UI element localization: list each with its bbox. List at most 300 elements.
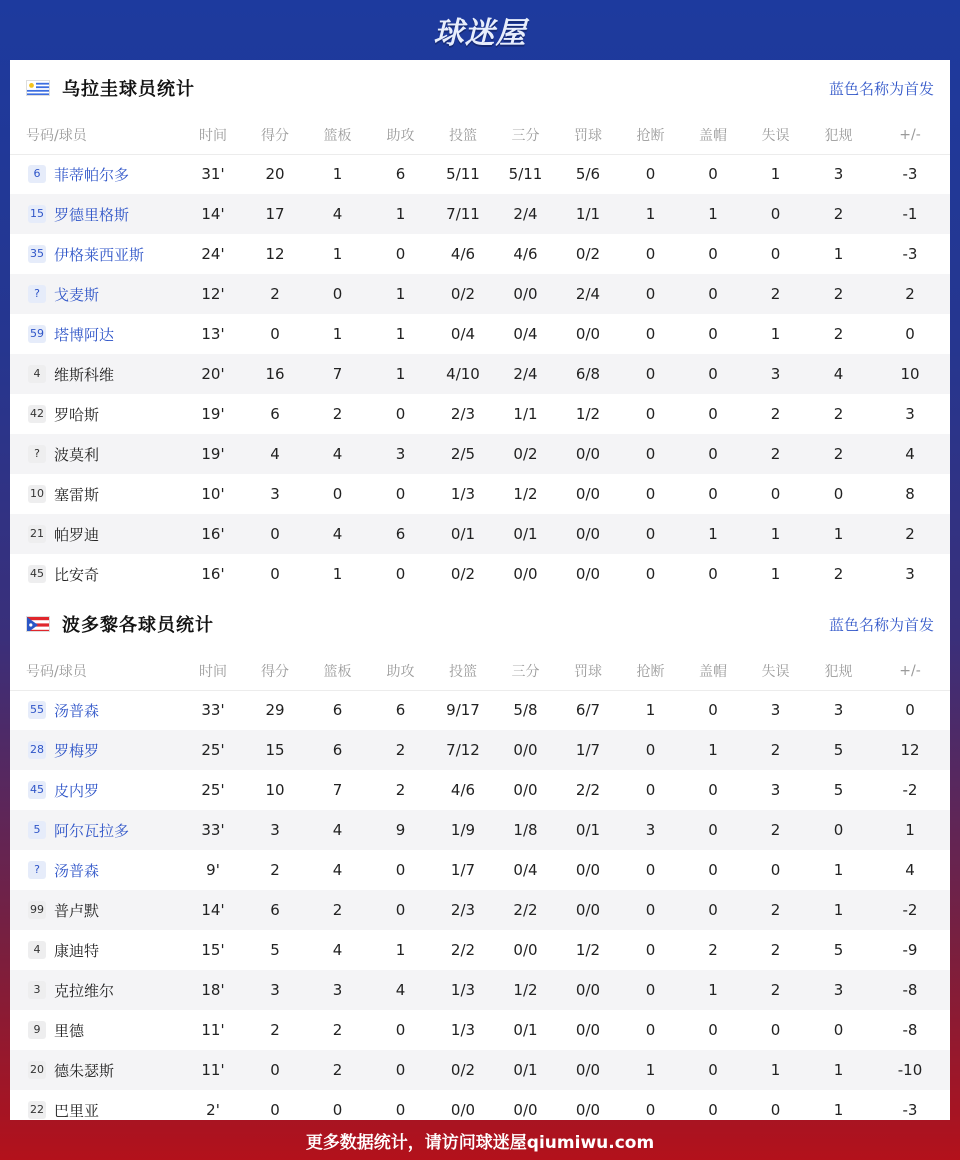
stat-cell: 3 (770, 781, 781, 799)
player-cell (10, 514, 182, 554)
stat-cell: 3 (905, 405, 915, 423)
stat-cell: 6/7 (557, 690, 619, 730)
stat-cell: 0 (619, 970, 682, 1010)
player-stats-table-uruguay (10, 116, 950, 594)
stat-cell: 0/2 (432, 1050, 494, 1090)
player-name[interactable]: 康迪特 (54, 941, 100, 960)
stat-cell: 4 (306, 514, 369, 554)
stat-cell: 1 (833, 1101, 844, 1119)
column-header: 时间 (199, 127, 227, 144)
stat-cell: 2 (833, 405, 844, 423)
stat-cell: 25' (201, 781, 225, 799)
stat-cell: 0 (645, 941, 656, 959)
stat-cell: 29 (244, 690, 306, 730)
stat-cell: 6/8 (557, 354, 619, 394)
stat-cell: 0/1 (432, 514, 494, 554)
stat-cell: 0/0 (575, 1101, 601, 1119)
stat-cell: 5/11 (432, 154, 494, 194)
stat-cell: 7 (306, 354, 369, 394)
stat-cell: 0 (645, 565, 656, 583)
stat-cell: 2 (306, 890, 369, 930)
column-header: 失误 (761, 663, 790, 680)
stat-cell: 25' (182, 730, 244, 770)
stat-cell: 5/8 (494, 690, 557, 730)
stat-cell: 13' (201, 325, 225, 343)
player-name[interactable]: 塞雷斯 (54, 485, 100, 504)
player-name[interactable]: 帕罗迪 (54, 525, 100, 544)
stat-cell: 0/2 (494, 434, 557, 474)
player-cell (10, 154, 182, 194)
stat-cell: 0 (682, 434, 744, 474)
table-row[interactable] (10, 514, 950, 554)
jersey-number-badge: 15 (28, 205, 46, 223)
stat-cell: 2/4 (557, 274, 619, 314)
stat-cell: 2/5 (432, 434, 494, 474)
column-header: 篮板 (323, 663, 352, 680)
stat-cell: 6 (270, 405, 280, 423)
stat-cell: 0 (770, 485, 781, 503)
stat-cell: 0 (708, 1101, 718, 1119)
player-name[interactable]: 伊格莱西亚斯 (54, 245, 145, 264)
stat-cell: 0 (619, 434, 682, 474)
stat-cell: 0/0 (513, 1101, 538, 1119)
player-name[interactable]: 塔博阿达 (54, 325, 115, 344)
column-header: 投篮 (449, 127, 477, 144)
player-stats-table-puerto-rico (10, 652, 950, 1130)
column-header: 罚球 (574, 663, 602, 680)
stat-cell: 1 (369, 274, 432, 314)
jersey-number-badge: ? (28, 445, 46, 463)
stat-cell: 2/3 (432, 890, 494, 930)
table-row[interactable] (10, 1010, 950, 1050)
starter-legend: 蓝色名称为首发 (828, 615, 934, 634)
stat-cell: 0 (645, 485, 656, 503)
stat-cell: 0 (833, 485, 844, 503)
stat-cell: 0/0 (557, 514, 619, 554)
player-cell (10, 274, 182, 314)
player-cell (10, 474, 182, 514)
table-row[interactable] (10, 1050, 950, 1090)
player-name[interactable]: 普卢默 (54, 901, 100, 920)
stat-cell: 2 (270, 1021, 280, 1039)
stat-cell: 1 (395, 325, 406, 343)
stat-cell: 1 (332, 325, 343, 343)
stat-cell: 14' (182, 890, 244, 930)
stat-cell: 20' (182, 354, 244, 394)
column-header: 失误 (761, 127, 790, 144)
stat-cell: 0 (682, 690, 744, 730)
player-cell (10, 770, 182, 810)
column-header: +/- (899, 662, 921, 679)
stat-cell: 19' (201, 405, 225, 423)
stat-cell: 0/0 (494, 730, 557, 770)
stat-cell: 4 (905, 861, 915, 879)
stat-cell: 1 (306, 154, 369, 194)
stat-cell: 1 (619, 194, 682, 234)
stat-cell: 2 (744, 970, 807, 1010)
column-header: 号码/球员 (26, 127, 87, 144)
player-cell (10, 890, 182, 930)
stat-cell: 0/0 (575, 325, 601, 343)
stat-cell: 0 (645, 781, 656, 799)
player-name[interactable]: 罗哈斯 (54, 405, 100, 424)
stat-cell: 0 (645, 1021, 656, 1039)
stat-cell: 0 (395, 1021, 406, 1039)
jersey-number-badge: 6 (28, 165, 46, 183)
player-name[interactable]: 罗德里格斯 (54, 205, 130, 224)
column-header: 三分 (511, 663, 540, 680)
stat-cell: 0 (619, 890, 682, 930)
stat-cell: -2 (870, 890, 950, 930)
player-name[interactable]: 阿尔瓦拉多 (54, 821, 130, 840)
stat-cell: 3 (244, 970, 306, 1010)
stat-cell: 1 (833, 861, 844, 879)
stat-cell: 0 (708, 565, 718, 583)
jersey-number-badge: 28 (28, 741, 46, 759)
stat-cell: 8 (905, 485, 915, 503)
stat-cell: 16' (201, 565, 225, 583)
stat-cell: 2 (807, 194, 870, 234)
stat-cell: 10 (265, 781, 285, 799)
jersey-number-badge: 4 (28, 365, 46, 383)
jersey-number-badge: 45 (28, 781, 46, 799)
starter-legend: 蓝色名称为首发 (828, 79, 934, 98)
stat-cell: -3 (870, 154, 950, 194)
stat-cell: 0/0 (557, 434, 619, 474)
stat-cell: 4 (306, 810, 369, 850)
column-header: 助攻 (386, 127, 415, 144)
uruguay-flag-icon (26, 80, 50, 96)
stat-cell: 4 (244, 434, 306, 474)
stat-cell: 1 (332, 565, 343, 583)
stat-cell: 0/1 (557, 810, 619, 850)
stat-cell: 4 (369, 970, 432, 1010)
stat-cell: 2 (770, 941, 781, 959)
stat-cell: 0/2 (432, 274, 494, 314)
stat-cell: 2/2 (575, 781, 601, 799)
stat-cell: 1 (619, 1050, 682, 1090)
stat-cell: 4 (807, 354, 870, 394)
jersey-number-badge: 20 (28, 1061, 46, 1079)
column-header: 得分 (261, 127, 289, 144)
stat-cell: 3 (244, 810, 306, 850)
stat-cell: 0/0 (513, 565, 538, 583)
stat-cell: 4/6 (450, 245, 476, 263)
stat-cell: 4 (332, 861, 343, 879)
stat-cell: 4/6 (513, 245, 538, 263)
stat-cell: 1 (744, 1050, 807, 1090)
stat-cell: 6 (244, 890, 306, 930)
player-cell (10, 850, 182, 890)
stat-cell: -8 (902, 1021, 918, 1039)
stat-cell: 1/8 (494, 810, 557, 850)
footer-banner (0, 1120, 960, 1160)
stat-cell: 2 (744, 434, 807, 474)
player-cell (10, 434, 182, 474)
stat-cell: 0/0 (557, 970, 619, 1010)
stat-cell: 31' (182, 154, 244, 194)
jersey-number-badge: 55 (28, 701, 46, 719)
stat-cell: 1 (770, 325, 781, 343)
table-row[interactable] (10, 434, 950, 474)
column-header: 篮板 (323, 127, 352, 144)
stat-cell: 2 (270, 861, 280, 879)
stat-cell: 4 (306, 194, 369, 234)
stat-cell: 1 (807, 890, 870, 930)
stat-cell: 17 (244, 194, 306, 234)
player-name[interactable]: 巴里亚 (54, 1101, 100, 1120)
stat-cell: 10 (870, 354, 950, 394)
stat-cell: 0/0 (557, 890, 619, 930)
column-header: 号码/球员 (26, 663, 87, 680)
stat-cell: -1 (870, 194, 950, 234)
column-header: 助攻 (386, 663, 415, 680)
stat-cell: 5 (833, 941, 844, 959)
jersey-number-badge: 22 (28, 1101, 46, 1119)
stat-cell: 15' (201, 941, 225, 959)
stat-cell: 0/4 (513, 861, 538, 879)
brand-logo: 球迷屋 (433, 16, 527, 51)
player-name[interactable]: 德朱瑟斯 (54, 1061, 115, 1080)
player-name[interactable]: 菲蒂帕尔多 (54, 165, 130, 184)
stat-cell: 1 (682, 730, 744, 770)
stat-cell: 0 (807, 810, 870, 850)
jersey-number-badge: ? (28, 285, 46, 303)
stat-cell: 6 (306, 730, 369, 770)
stat-cell: 14' (182, 194, 244, 234)
stat-cell: -8 (870, 970, 950, 1010)
column-header: 时间 (199, 663, 227, 680)
player-name[interactable]: 比安奇 (54, 565, 100, 584)
stat-cell: 11' (201, 1021, 225, 1039)
column-header: 犯规 (824, 127, 853, 144)
stat-cell: 2/3 (450, 405, 476, 423)
jersey-number-badge: 3 (28, 981, 46, 999)
table-row[interactable] (10, 154, 950, 194)
stat-cell: 1/3 (450, 1021, 476, 1039)
stat-cell: 2 (770, 405, 781, 423)
player-name[interactable]: 戈麦斯 (54, 285, 100, 304)
stat-cell: 2/4 (494, 194, 557, 234)
stat-cell: 0 (870, 690, 950, 730)
player-name[interactable]: 皮内罗 (54, 781, 100, 800)
stat-cell: 3 (744, 690, 807, 730)
table-row[interactable] (10, 394, 950, 434)
stat-cell: 0/4 (513, 325, 538, 343)
table-row[interactable] (10, 890, 950, 930)
table-row[interactable] (10, 970, 950, 1010)
stat-cell: 2 (369, 730, 432, 770)
stat-cell: 5/11 (494, 154, 557, 194)
stat-cell: 0 (682, 1050, 744, 1090)
stat-cell: 0/0 (575, 861, 601, 879)
stat-cell: 9' (206, 861, 220, 879)
stat-cell: 1/2 (575, 941, 601, 959)
stat-cell: 0 (770, 1021, 781, 1039)
stat-cell: 2 (744, 810, 807, 850)
stat-cell: 0 (619, 154, 682, 194)
player-name[interactable]: 罗梅罗 (54, 741, 100, 760)
column-header: 抢断 (636, 127, 665, 144)
stat-cell: 1 (619, 690, 682, 730)
stat-cell: 1/7 (557, 730, 619, 770)
team-section-header-puerto-rico (10, 596, 950, 652)
team-title: 波多黎各球员统计 (62, 615, 214, 636)
table-row[interactable] (10, 234, 950, 274)
player-name[interactable]: 克拉维尔 (54, 981, 115, 1000)
stat-cell: 0 (905, 325, 915, 343)
stat-cell: 3 (807, 690, 870, 730)
stat-cell: 0 (395, 861, 406, 879)
player-cell (10, 810, 182, 850)
jersey-number-badge: 5 (28, 821, 46, 839)
stat-cell: 2 (744, 274, 807, 314)
stat-cell: -9 (902, 941, 918, 959)
stat-cell: 0 (770, 1101, 781, 1119)
stat-cell: 0 (682, 354, 744, 394)
stat-cell: 33' (182, 810, 244, 850)
stat-cell: 16 (244, 354, 306, 394)
stat-cell: 0 (770, 861, 781, 879)
column-header: 犯规 (824, 663, 853, 680)
stat-cell: 2 (332, 405, 343, 423)
stat-cell: 0 (244, 1050, 306, 1090)
table-row[interactable] (10, 194, 950, 234)
stat-cell: 1 (744, 154, 807, 194)
stat-cell: 1 (369, 354, 432, 394)
stat-cell: 0 (619, 514, 682, 554)
stat-cell: 0 (619, 354, 682, 394)
table-row[interactable] (10, 810, 950, 850)
column-header: 抢断 (636, 663, 665, 680)
stat-cell: 0 (708, 325, 718, 343)
stat-cell: 12 (870, 730, 950, 770)
player-name[interactable]: 波莫利 (54, 445, 100, 464)
player-name[interactable]: 维斯科维 (54, 365, 115, 384)
table-row[interactable] (10, 314, 950, 354)
stat-cell: 3 (619, 810, 682, 850)
stat-cell: 0/0 (494, 274, 557, 314)
stat-cell: 6 (369, 514, 432, 554)
stat-cell: 4 (870, 434, 950, 474)
stat-cell: 0/0 (450, 1101, 476, 1119)
stat-cell: 2 (306, 1050, 369, 1090)
stat-cell: 0 (708, 405, 718, 423)
player-cell (10, 930, 182, 970)
table-row[interactable] (10, 770, 950, 810)
stat-cell: 19' (182, 434, 244, 474)
jersey-number-badge: ? (28, 861, 46, 879)
table-row[interactable] (10, 274, 950, 314)
stat-cell: 7 (332, 781, 343, 799)
stat-cell: 2 (332, 1021, 343, 1039)
stat-cell: 1 (332, 245, 343, 263)
stat-cell: 4/10 (432, 354, 494, 394)
stat-cell: 0 (645, 1101, 656, 1119)
table-row[interactable] (10, 730, 950, 770)
stat-cell: -2 (902, 781, 918, 799)
stat-cell: 24' (201, 245, 225, 263)
stat-cell: 1 (807, 1050, 870, 1090)
stat-cell: 2/2 (494, 890, 557, 930)
jersey-number-badge: 10 (28, 485, 46, 503)
stat-cell: 0/0 (557, 1050, 619, 1090)
stat-cell: 2 (744, 890, 807, 930)
player-cell (10, 354, 182, 394)
stat-cell: 2 (708, 941, 718, 959)
player-name[interactable]: 里德 (54, 1021, 85, 1040)
stat-cell: 0 (270, 1101, 280, 1119)
player-name[interactable]: 汤普森 (54, 861, 100, 880)
stat-cell: 0 (770, 245, 781, 263)
stat-cell: 0 (306, 274, 369, 314)
column-header: 盖帽 (699, 127, 727, 144)
stat-cell: 3 (306, 970, 369, 1010)
stat-cell: 1 (770, 565, 781, 583)
table-row[interactable] (10, 554, 950, 594)
stat-cell: 2 (744, 730, 807, 770)
stat-cell: 2/2 (450, 941, 476, 959)
stat-cell: 1 (682, 514, 744, 554)
table-row[interactable] (10, 474, 950, 514)
footer-link-text: 更多数据统计，请访问球迷屋qiumiwu.com (305, 1132, 655, 1153)
stat-cell: 1 (395, 941, 406, 959)
app-header (0, 0, 960, 60)
player-name[interactable]: 汤普森 (54, 701, 100, 720)
player-cell (10, 194, 182, 234)
stat-cell: 1/1 (513, 405, 538, 423)
table-row[interactable] (10, 690, 950, 730)
stat-cell: 0/0 (513, 941, 538, 959)
stat-cell: 2 (870, 274, 950, 314)
stat-cell: 0 (682, 274, 744, 314)
stat-cell: 0 (645, 861, 656, 879)
stat-cell: 1 (682, 970, 744, 1010)
stat-cell: 0/2 (450, 565, 476, 583)
stat-cell: 0 (708, 245, 718, 263)
stat-cell: 0 (369, 890, 432, 930)
stat-cell: 4 (332, 941, 343, 959)
stat-cell: 5 (270, 941, 280, 959)
stat-cell: 0 (645, 245, 656, 263)
stat-cell: 16' (182, 514, 244, 554)
stat-cell: 0 (270, 325, 280, 343)
stat-cell: 0 (708, 1021, 718, 1039)
stat-cell: 0 (395, 1101, 406, 1119)
table-row[interactable] (10, 850, 950, 890)
column-header: 得分 (261, 663, 289, 680)
stat-cell: 7/12 (432, 730, 494, 770)
stat-cell: 0 (369, 1050, 432, 1090)
stat-cell: 2 (870, 514, 950, 554)
stat-cell: 0 (244, 514, 306, 554)
table-row[interactable] (10, 930, 950, 970)
stat-cell: 12 (265, 245, 285, 263)
stat-cell: -3 (902, 245, 918, 263)
stat-cell: 2 (244, 274, 306, 314)
stat-cell: 2 (833, 325, 844, 343)
stat-cell: 5 (833, 781, 844, 799)
player-cell (10, 234, 182, 274)
table-row[interactable] (10, 354, 950, 394)
stat-cell: 0 (682, 890, 744, 930)
stat-cell: 2 (807, 434, 870, 474)
stat-cell: 3 (905, 565, 915, 583)
stat-cell: 0/2 (575, 245, 601, 263)
stat-cell: 3 (807, 154, 870, 194)
stat-cell: 0 (708, 781, 718, 799)
stat-cell: 0 (395, 405, 406, 423)
